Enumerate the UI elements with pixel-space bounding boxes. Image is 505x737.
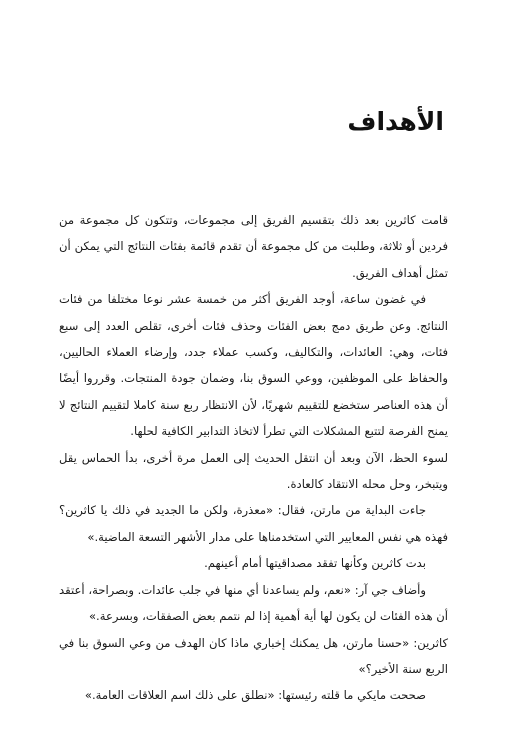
paragraph: في غضون ساعة، أوجد الفريق أكثر من خمسة عشر نوعا مختلفا من فئات النتائج. وعن طريق دمج بعض الفئات وحذف فئات أخرى، تقلص العدد إلى سبع فئات، وهي: العائدات، والتكاليف، وكسب عملاء جدد، وإرضاء العملاء الحاليين، والحفاظ على الموظفين، ووعي السوق بنا، وضمان جودة المنتجات. وقرروا أيضًا أن هذه العناصر ستخضع للتقييم شهريًا، لأن الانتظار ربع سنة كاملا لتقييم النتائج لا يمنح الفرصة لتتبع المشكلات التي تطرأ لاتخاذ التدابير الكافية لحلها. xyxy=(59,292,448,439)
paragraph: وأضاف جي آر: «نعم، ولم يساعدنا أي منها في جلب عائدات. وبصراحة، أعتقد أن هذه الفئات لن يكون لها أية أهمية إذا لم نتمم بعض الصفقات، وبسرعة.» xyxy=(59,582,448,624)
body-text xyxy=(59,207,448,709)
paragraph: لسوء الحظ، الآن وبعد أن انتقل الحديث إلى العمل مرة أخرى، بدأ الحماس يقل ويتبخر، وحل محله الانتقاد كالعادة. xyxy=(59,450,448,492)
chapter-title: الأهداف xyxy=(347,107,444,136)
paragraph: جاءت البداية من مارتن، فقال: «معذرة، ولكن ما الجديد في ذلك يا كاثرين؟ فهذه هي نفس المعايير التي استخدمناها على مدار الأشهر التسعة الماضية.» xyxy=(59,503,448,544)
paragraph: كاثرين: «حسنا مارتن، هل يمكنك إخباري ماذا كان الهدف من وعي السوق بنا في الربع سنة الأخير؟» xyxy=(59,635,448,676)
paragraph: صححت مايكي ما قلته رئيستها: «نطلق على ذلك اسم العلاقات العامة.» xyxy=(84,688,426,703)
paragraph: بدت كاثرين وكأنها تفقد مصداقيتها أمام أعينهم. xyxy=(204,556,426,571)
paragraph: قامت كاثرين بعد ذلك بتقسيم الفريق إلى مجموعات، وتتكون كل مجموعة من فردين أو ثلاثة، وطلبت من كل مجموعة أن تقدم قائمة بفئات النتائج التي يمكن أن تمثل أهداف الفريق. xyxy=(59,213,448,280)
